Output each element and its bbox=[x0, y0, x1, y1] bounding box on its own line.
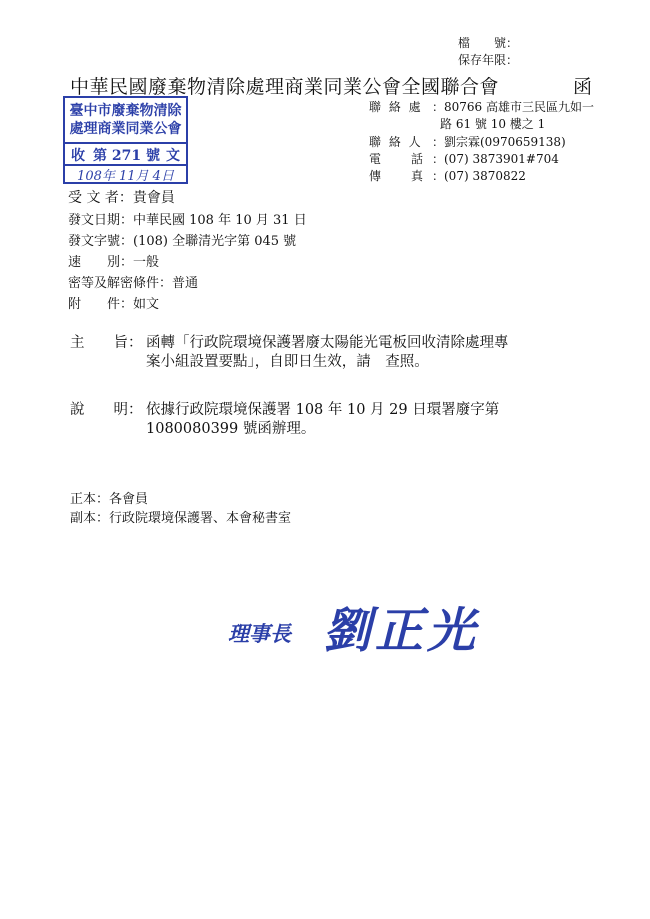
subject-label: 主 旨： bbox=[70, 335, 143, 351]
issue-date-field: 發文日期：中華民國 108 年 10 月 31 日 bbox=[68, 213, 307, 228]
speed-field: 速 別：一般 bbox=[68, 255, 160, 270]
copy-recipients: 副本：行政院環境保護署、本會秘書室 bbox=[70, 511, 292, 526]
stamp-number-row bbox=[65, 142, 186, 166]
retention-period: 保存年限： bbox=[458, 53, 519, 67]
subject-line2: 案小組設置要點」，自即日生效，請 查照。 bbox=[146, 354, 429, 370]
contact-address-line2: 路 61 號 10 樓之 1 bbox=[440, 117, 546, 131]
recipient-field: 受 文 者：貴會員 bbox=[68, 190, 175, 206]
explanation-line1: 依據行政院環境保護署 108 年 10 月 29 日環署廢字第 bbox=[146, 402, 500, 418]
original-recipients: 正本：各會員 bbox=[70, 492, 149, 507]
stamp-org-line2: 處理商業同業公會 bbox=[69, 121, 182, 137]
contact-fax-label: 傳 真 bbox=[369, 169, 426, 183]
signature-title: 理事長 bbox=[228, 621, 291, 646]
explanation-label: 說 明： bbox=[70, 402, 143, 418]
signature-name: 劉正光 bbox=[323, 603, 480, 659]
explanation-line2: 1080080399 號函辦理。 bbox=[146, 421, 316, 437]
contact-address-line1: ：80766 高雄市三民區九如一 bbox=[432, 100, 594, 114]
contact-fax: ：(07) 3870822 bbox=[432, 169, 526, 183]
security-field: 密等及解密條件：普通 bbox=[68, 276, 199, 291]
receipt-stamp bbox=[63, 96, 188, 184]
contact-person-label: 聯 絡 人 bbox=[369, 135, 423, 149]
document-number-field: 發文字號：(108) 全聯清光字第 045 號 bbox=[68, 234, 297, 249]
stamp-org-line1: 臺中市廢棄物清除 bbox=[69, 103, 182, 119]
organization-title: 中華民國廢棄物清除處理商業同業公會全國聯合會 bbox=[70, 76, 500, 98]
contact-phone: ：(07) 3873901#704 bbox=[432, 152, 559, 166]
stamp-receipt-number: 第 271 號 bbox=[93, 148, 160, 164]
subject-line1: 函轉「行政院環境保護署廢太陽能光電板回收清除處理專 bbox=[146, 335, 509, 351]
archive-number: 檔 號： bbox=[458, 36, 519, 50]
contact-person: ：劉宗霖(0970659138) bbox=[432, 135, 566, 149]
stamp-received-label: 收 bbox=[71, 148, 85, 164]
document-type: 函 bbox=[573, 76, 593, 98]
stamp-document-label: 文 bbox=[166, 148, 180, 164]
stamp-received-date: 108年 11月 4日 bbox=[77, 169, 174, 184]
attachment-field: 附 件：如文 bbox=[68, 297, 160, 312]
contact-phone-label: 電 話 bbox=[369, 152, 426, 166]
contact-address-label: 聯 絡 處 bbox=[369, 100, 423, 114]
